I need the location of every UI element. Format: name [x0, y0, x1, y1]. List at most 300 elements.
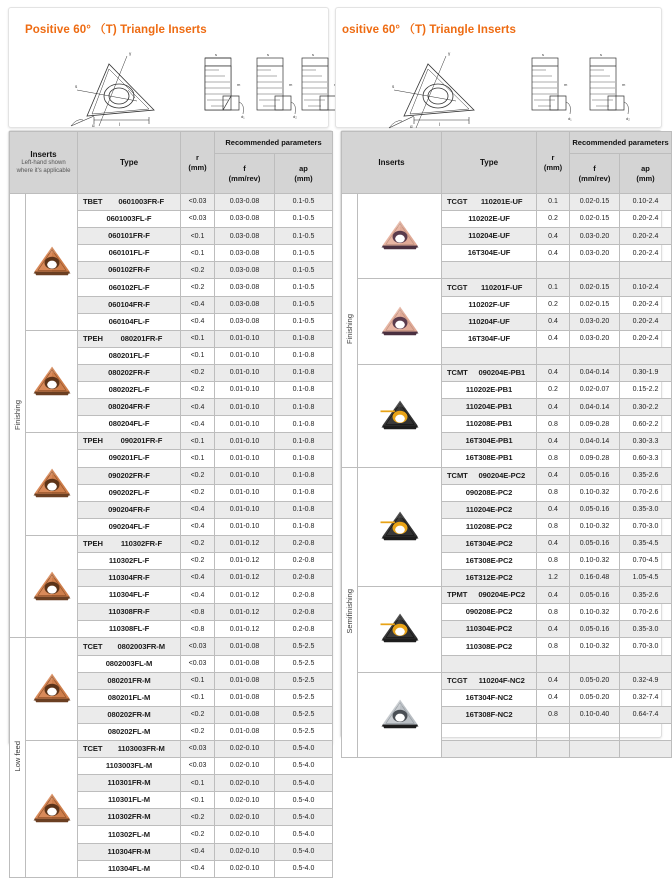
cell-f: 0.01-0.10 — [215, 433, 275, 450]
table-row — [342, 467, 672, 484]
cell-r — [537, 347, 570, 364]
cell-r: 0.4 — [537, 689, 570, 706]
insert-image-cell — [358, 587, 442, 672]
cell-r: <0.2 — [181, 382, 215, 399]
cell-ap: 0.5-4.0 — [275, 860, 333, 877]
svg-text:m: m — [564, 82, 568, 87]
cell-ap: 0.5-2.5 — [275, 655, 333, 672]
cell-r: 0.4 — [537, 501, 570, 518]
header-ap-symbol: ap — [641, 164, 650, 174]
cell-r: <0.2 — [181, 364, 215, 381]
cell-type — [78, 552, 181, 569]
insert-thumbnail-copper — [30, 466, 74, 502]
cell-type — [442, 399, 537, 416]
cell-ap: 0.70-3.0 — [620, 638, 672, 655]
cell-r: 0.4 — [537, 399, 570, 416]
type-code: 090202FL-F — [108, 487, 150, 497]
cell-r: 0.2 — [537, 296, 570, 313]
cell-r: <0.2 — [181, 552, 215, 569]
cell-r: <0.1 — [181, 775, 215, 792]
cell-r: <0.2 — [181, 723, 215, 740]
cell-f: 0.01-0.08 — [215, 723, 275, 740]
cell-f: 0.04-0.14 — [570, 433, 620, 450]
insert-image-cell — [26, 638, 78, 741]
cell-r: <0.1 — [181, 792, 215, 809]
cell-type — [442, 313, 537, 330]
type-code: 080201FR-M — [107, 675, 151, 685]
header-ap — [620, 154, 672, 194]
svg-text:m: m — [289, 82, 293, 87]
cell-ap: 0.1-0.8 — [275, 467, 333, 484]
type-code: 110308E-PC2 — [465, 641, 513, 651]
type-code: 090208E-PC2 — [465, 487, 513, 497]
type-code: 110302FL-F — [108, 556, 150, 566]
cell-ap: 0.2-0.8 — [275, 552, 333, 569]
table-row — [10, 194, 333, 211]
svg-text:d₁: d₁ — [241, 114, 245, 119]
cell-ap: 0.20-2.4 — [620, 330, 672, 347]
left-spec-table — [9, 131, 333, 878]
cell-f: 0.01-0.12 — [215, 535, 275, 552]
cell-type — [78, 758, 181, 775]
cell-r: <0.03 — [181, 655, 215, 672]
insert-geometry-diagram-right — [336, 38, 661, 136]
cell-type — [442, 655, 537, 672]
cell-ap: 0.5-4.0 — [275, 826, 333, 843]
cell-ap: 0.64-7.4 — [620, 706, 672, 723]
type-code: 060102FR-F — [108, 265, 150, 275]
cell-r: <0.4 — [181, 570, 215, 587]
cell-ap: 0.10-2.4 — [620, 194, 672, 211]
type-code: 090208E-PC2 — [465, 607, 513, 617]
table-row — [10, 433, 333, 450]
cell-f: 0.09-0.28 — [570, 450, 620, 467]
svg-text:α: α — [92, 123, 95, 128]
type-prefix: TCET — [83, 744, 103, 754]
cell-ap — [620, 347, 672, 364]
cell-r: <0.4 — [181, 843, 215, 860]
cell-f: 0.01-0.10 — [215, 364, 275, 381]
cell-r: 0.4 — [537, 313, 570, 330]
cell-type — [78, 296, 181, 313]
type-code: 16T308E-PC2 — [465, 556, 513, 566]
cell-ap: 0.1-0.8 — [275, 518, 333, 535]
cell-r: <0.8 — [181, 604, 215, 621]
cell-f: 0.02-0.10 — [215, 843, 275, 860]
header-inserts — [10, 132, 78, 194]
cell-type — [78, 826, 181, 843]
svg-text:d₂: d₂ — [293, 114, 297, 119]
cell-ap: 0.1-0.8 — [275, 364, 333, 381]
cell-f: 0.02-0.15 — [570, 296, 620, 313]
type-code: 110202E-PB1 — [465, 385, 513, 395]
cell-ap: 0.5-2.5 — [275, 723, 333, 740]
category-label-cell — [10, 194, 26, 638]
type-prefix: TCGT — [447, 197, 468, 207]
insert-thumbnail-gold — [378, 611, 422, 647]
type-code: 110202F-UF — [468, 299, 510, 309]
cell-r: 1.2 — [537, 570, 570, 587]
cell-ap: 0.32-7.4 — [620, 689, 672, 706]
panel-title-left: Positive 60° （T) Triangle Inserts — [25, 24, 207, 36]
cell-type — [442, 587, 537, 604]
svg-text:s: s — [75, 84, 78, 89]
cell-type — [442, 689, 537, 706]
cell-type — [442, 638, 537, 655]
insert-image-cell — [26, 433, 78, 536]
cell-ap: 0.5-4.0 — [275, 809, 333, 826]
cell-type — [78, 723, 181, 740]
cell-r: 0.8 — [537, 518, 570, 535]
header-f — [570, 154, 620, 194]
type-code: 080201FL-F — [108, 350, 150, 360]
cell-type — [78, 194, 181, 211]
insert-image-cell — [26, 194, 78, 331]
cell-r: 0.4 — [537, 672, 570, 689]
type-code: 080201FR-F — [120, 333, 163, 343]
cell-type — [78, 672, 181, 689]
header-recommended: Recommended parameters — [215, 132, 333, 154]
cell-ap: 0.20-2.4 — [620, 245, 672, 262]
category-label: Finishing — [12, 399, 22, 430]
cell-type — [442, 621, 537, 638]
cell-type — [442, 262, 537, 279]
cell-type — [442, 211, 537, 228]
header-inserts-title: Inserts — [30, 150, 57, 160]
type-prefix: TPEH — [83, 333, 103, 343]
cell-f: 0.01-0.10 — [215, 330, 275, 347]
cell-r: <0.4 — [181, 399, 215, 416]
cell-f: 0.05-0.16 — [570, 587, 620, 604]
cell-ap: 0.1-0.8 — [275, 501, 333, 518]
type-code: 16T304F-UF — [467, 333, 511, 343]
header-r-symbol: r — [196, 153, 199, 163]
table-row — [10, 741, 333, 758]
diagram-panel-left — [0, 0, 335, 130]
type-code: 16T304E-PB1 — [465, 436, 513, 446]
cell-f: 0.03-0.20 — [570, 245, 620, 262]
type-code: 060101FR-F — [108, 231, 150, 241]
cell-f: 0.02-0.15 — [570, 279, 620, 296]
cell-f: 0.05-0.16 — [570, 467, 620, 484]
cell-r: 0.8 — [537, 450, 570, 467]
cell-ap: 0.5-2.5 — [275, 689, 333, 706]
cell-f: 0.01-0.10 — [215, 347, 275, 364]
cell-r: <0.1 — [181, 228, 215, 245]
insert-geometry-diagram-left — [9, 38, 328, 136]
cell-type — [442, 194, 537, 211]
cell-r: <0.4 — [181, 518, 215, 535]
cell-f: 0.01-0.08 — [215, 706, 275, 723]
cell-r: <0.1 — [181, 689, 215, 706]
cell-f: 0.02-0.10 — [215, 826, 275, 843]
cell-ap: 0.2-0.8 — [275, 535, 333, 552]
cell-ap: 0.70-2.6 — [620, 484, 672, 501]
cell-ap: 0.70-3.0 — [620, 518, 672, 535]
cell-type — [78, 450, 181, 467]
insert-thumbnail-copper — [30, 791, 74, 827]
cell-f: 0.05-0.16 — [570, 535, 620, 552]
cell-r: 0.1 — [537, 279, 570, 296]
svg-text:α: α — [410, 124, 413, 129]
insert-thumbnail-copper — [30, 244, 74, 280]
header-ap-unit: (mm) — [636, 173, 655, 183]
cell-type — [78, 382, 181, 399]
cell-r: 0.4 — [537, 621, 570, 638]
type-code: 060102FL-F — [108, 282, 150, 292]
cell-r: <0.2 — [181, 826, 215, 843]
svg-text:l: l — [119, 122, 120, 127]
cell-ap: 0.1-0.5 — [275, 245, 333, 262]
insert-image-cell — [358, 467, 442, 587]
cell-r: <0.03 — [181, 758, 215, 775]
cell-f: 0.05-0.16 — [570, 621, 620, 638]
cell-f: 0.03-0.08 — [215, 262, 275, 279]
cell-type — [442, 741, 537, 758]
table-row — [10, 638, 333, 655]
cell-ap: 0.5-4.0 — [275, 792, 333, 809]
cell-type — [78, 313, 181, 330]
cell-f: 0.03-0.08 — [215, 194, 275, 211]
cell-r: <0.4 — [181, 313, 215, 330]
table-row — [342, 672, 672, 689]
type-code: 090202FR-F — [108, 470, 150, 480]
table-row — [342, 587, 672, 604]
type-code: 080201FL-M — [107, 692, 151, 702]
cell-type — [78, 279, 181, 296]
type-code: 080202FL-M — [107, 726, 151, 736]
category-label: Low feed — [12, 741, 22, 772]
cell-type — [442, 433, 537, 450]
cell-type — [442, 450, 537, 467]
cell-f: 0.01-0.10 — [215, 501, 275, 518]
cell-f: 0.10-0.32 — [570, 484, 620, 501]
type-code: 060104FR-F — [108, 299, 150, 309]
cell-ap: 0.70-2.6 — [620, 604, 672, 621]
insert-image-cell — [26, 741, 78, 878]
cell-type — [442, 570, 537, 587]
type-code: 110304E-PC2 — [465, 624, 513, 634]
cell-r: <0.2 — [181, 279, 215, 296]
cell-r: <0.03 — [181, 211, 215, 228]
cell-ap: 0.1-0.5 — [275, 262, 333, 279]
cell-ap: 0.5-2.5 — [275, 672, 333, 689]
cell-ap: 0.20-2.4 — [620, 313, 672, 330]
cell-ap: 0.35-4.5 — [620, 535, 672, 552]
cell-r: <0.1 — [181, 245, 215, 262]
cell-type — [78, 399, 181, 416]
cell-ap: 0.5-4.0 — [275, 775, 333, 792]
cell-f: 0.01-0.08 — [215, 672, 275, 689]
insert-image-cell — [358, 279, 442, 364]
cell-f: 0.16-0.48 — [570, 570, 620, 587]
cell-r: <0.4 — [181, 501, 215, 518]
svg-text:γ: γ — [448, 51, 451, 56]
cell-ap: 0.2-0.8 — [275, 570, 333, 587]
panel-card — [8, 7, 329, 128]
type-code: 080202FL-F — [108, 385, 150, 395]
table-row — [342, 279, 672, 296]
header-type: Type — [442, 132, 537, 194]
type-code: 110304FL-F — [108, 590, 150, 600]
cell-ap: 0.35-2.6 — [620, 587, 672, 604]
cell-r: <0.2 — [181, 535, 215, 552]
cell-type — [442, 484, 537, 501]
svg-text:s: s — [542, 52, 544, 57]
cell-ap: 0.1-0.8 — [275, 433, 333, 450]
cell-f — [570, 741, 620, 758]
cell-type — [442, 416, 537, 433]
cell-type — [78, 535, 181, 552]
cell-ap: 0.70-4.5 — [620, 552, 672, 569]
type-code: 110204F-NC2 — [478, 675, 525, 685]
type-code: 0802003FL-M — [105, 658, 153, 668]
right-spec-table — [341, 131, 672, 758]
cell-type — [78, 655, 181, 672]
cell-r: <0.4 — [181, 860, 215, 877]
cell-ap: 0.1-0.5 — [275, 194, 333, 211]
cell-ap: 0.5-4.0 — [275, 741, 333, 758]
cell-r: 0.4 — [537, 245, 570, 262]
cell-ap: 0.10-2.4 — [620, 279, 672, 296]
type-prefix: TPMT — [447, 590, 468, 600]
cell-f: 0.02-0.10 — [215, 792, 275, 809]
cell-r: <0.03 — [181, 638, 215, 655]
cell-type — [442, 501, 537, 518]
left-table-body — [10, 194, 333, 878]
spec-tables — [0, 130, 670, 873]
cell-r: 0.8 — [537, 706, 570, 723]
type-prefix: TPEH — [83, 436, 103, 446]
right-table-body — [342, 194, 672, 758]
cell-f: 0.02-0.15 — [570, 211, 620, 228]
header-f-unit: (mm/rev) — [578, 173, 611, 183]
header-r-unit: (mm) — [188, 162, 207, 172]
triangle-insert-drawing — [9, 38, 344, 136]
cell-type — [78, 604, 181, 621]
cell-r: 0.8 — [537, 552, 570, 569]
insert-image-cell — [26, 535, 78, 638]
cell-ap: 0.1-0.8 — [275, 330, 333, 347]
insert-thumbnail-silver — [378, 697, 422, 733]
type-code: 16T312E-PC2 — [465, 573, 513, 583]
cell-type — [442, 382, 537, 399]
cell-r: <0.2 — [181, 467, 215, 484]
type-code: 110301FL-M — [107, 795, 151, 805]
cell-ap: 0.1-0.8 — [275, 484, 333, 501]
type-code: 110204E-PB1 — [465, 402, 513, 412]
type-prefix: TCMT — [447, 470, 468, 480]
type-prefix: TPEH — [83, 538, 103, 548]
cell-f: 0.03-0.20 — [570, 330, 620, 347]
cell-r: <0.03 — [181, 741, 215, 758]
cell-r: <0.4 — [181, 416, 215, 433]
type-prefix: TCGT — [447, 675, 468, 685]
type-code: 1103003FR-M — [117, 744, 165, 754]
left-spec-table-card — [8, 130, 333, 873]
header-inserts-title: Inserts — [378, 157, 405, 167]
cell-ap: 0.2-0.8 — [275, 621, 333, 638]
cell-f: 0.03-0.08 — [215, 313, 275, 330]
cell-r: 0.2 — [537, 211, 570, 228]
cell-r — [537, 262, 570, 279]
cell-r: <0.2 — [181, 262, 215, 279]
type-code: 110304FR-M — [107, 846, 151, 856]
header-f-symbol: f — [593, 164, 596, 174]
cell-f: 0.02-0.10 — [215, 809, 275, 826]
cell-type — [78, 364, 181, 381]
type-code: 090201FL-F — [108, 453, 150, 463]
cell-ap: 0.1-0.5 — [275, 279, 333, 296]
svg-text:γ: γ — [129, 51, 132, 56]
cell-ap: 0.20-2.4 — [620, 228, 672, 245]
cell-ap: 0.5-2.5 — [275, 706, 333, 723]
cell-r: 0.2 — [537, 382, 570, 399]
cell-r: <0.4 — [181, 587, 215, 604]
cell-type — [442, 706, 537, 723]
cell-r: 0.4 — [537, 228, 570, 245]
header-r-symbol: r — [551, 153, 555, 163]
cell-type — [78, 518, 181, 535]
cell-ap: 0.1-0.8 — [275, 416, 333, 433]
cell-f: 0.02-0.10 — [215, 741, 275, 758]
type-code: 110204E-PC2 — [465, 504, 513, 514]
header-f-unit: (mm/rev) — [228, 173, 261, 183]
left-table-head — [10, 132, 333, 194]
type-code: 110304FL-M — [107, 863, 151, 873]
svg-text:d₂: d₂ — [626, 116, 630, 121]
cell-ap: 0.1-0.5 — [275, 313, 333, 330]
cell-type — [78, 484, 181, 501]
header-ap — [275, 154, 333, 194]
cell-type — [442, 364, 537, 381]
cell-type — [78, 570, 181, 587]
cell-type — [442, 723, 537, 740]
svg-text:l: l — [439, 122, 440, 127]
type-code: 110208E-PC2 — [465, 521, 513, 531]
cell-ap: 0.20-2.4 — [620, 211, 672, 228]
cell-ap — [620, 741, 672, 758]
cell-ap — [620, 655, 672, 672]
cell-type — [78, 587, 181, 604]
cell-ap: 0.30-3.3 — [620, 433, 672, 450]
insert-thumbnail-rose — [378, 218, 422, 254]
header-inserts — [342, 132, 442, 194]
category-label-cell — [342, 467, 358, 758]
type-code: 090204E-PC2 — [478, 590, 525, 600]
cell-f: 0.02-0.15 — [570, 194, 620, 211]
type-code: 110204F-UF — [468, 316, 510, 326]
type-code: 110304FR-F — [108, 573, 150, 583]
cell-r: 0.8 — [537, 484, 570, 501]
insert-thumbnail-copper — [30, 569, 74, 605]
cell-ap: 0.1-0.8 — [275, 382, 333, 399]
header-type: Type — [78, 132, 181, 194]
cell-f: 0.10-0.40 — [570, 706, 620, 723]
type-code: 16T304E-PC2 — [465, 538, 513, 548]
cell-ap: 0.20-2.4 — [620, 296, 672, 313]
triangle-insert-drawing — [336, 38, 666, 136]
cell-r: 0.8 — [537, 638, 570, 655]
cell-ap: 0.2-0.8 — [275, 604, 333, 621]
type-code: 0601003FR-F — [118, 197, 165, 207]
cell-f: 0.02-0.07 — [570, 382, 620, 399]
cell-f: 0.01-0.12 — [215, 587, 275, 604]
insert-image-cell — [26, 330, 78, 433]
insert-thumbnail-rose — [378, 304, 422, 340]
cell-f: 0.01-0.10 — [215, 450, 275, 467]
cell-r: <0.1 — [181, 450, 215, 467]
